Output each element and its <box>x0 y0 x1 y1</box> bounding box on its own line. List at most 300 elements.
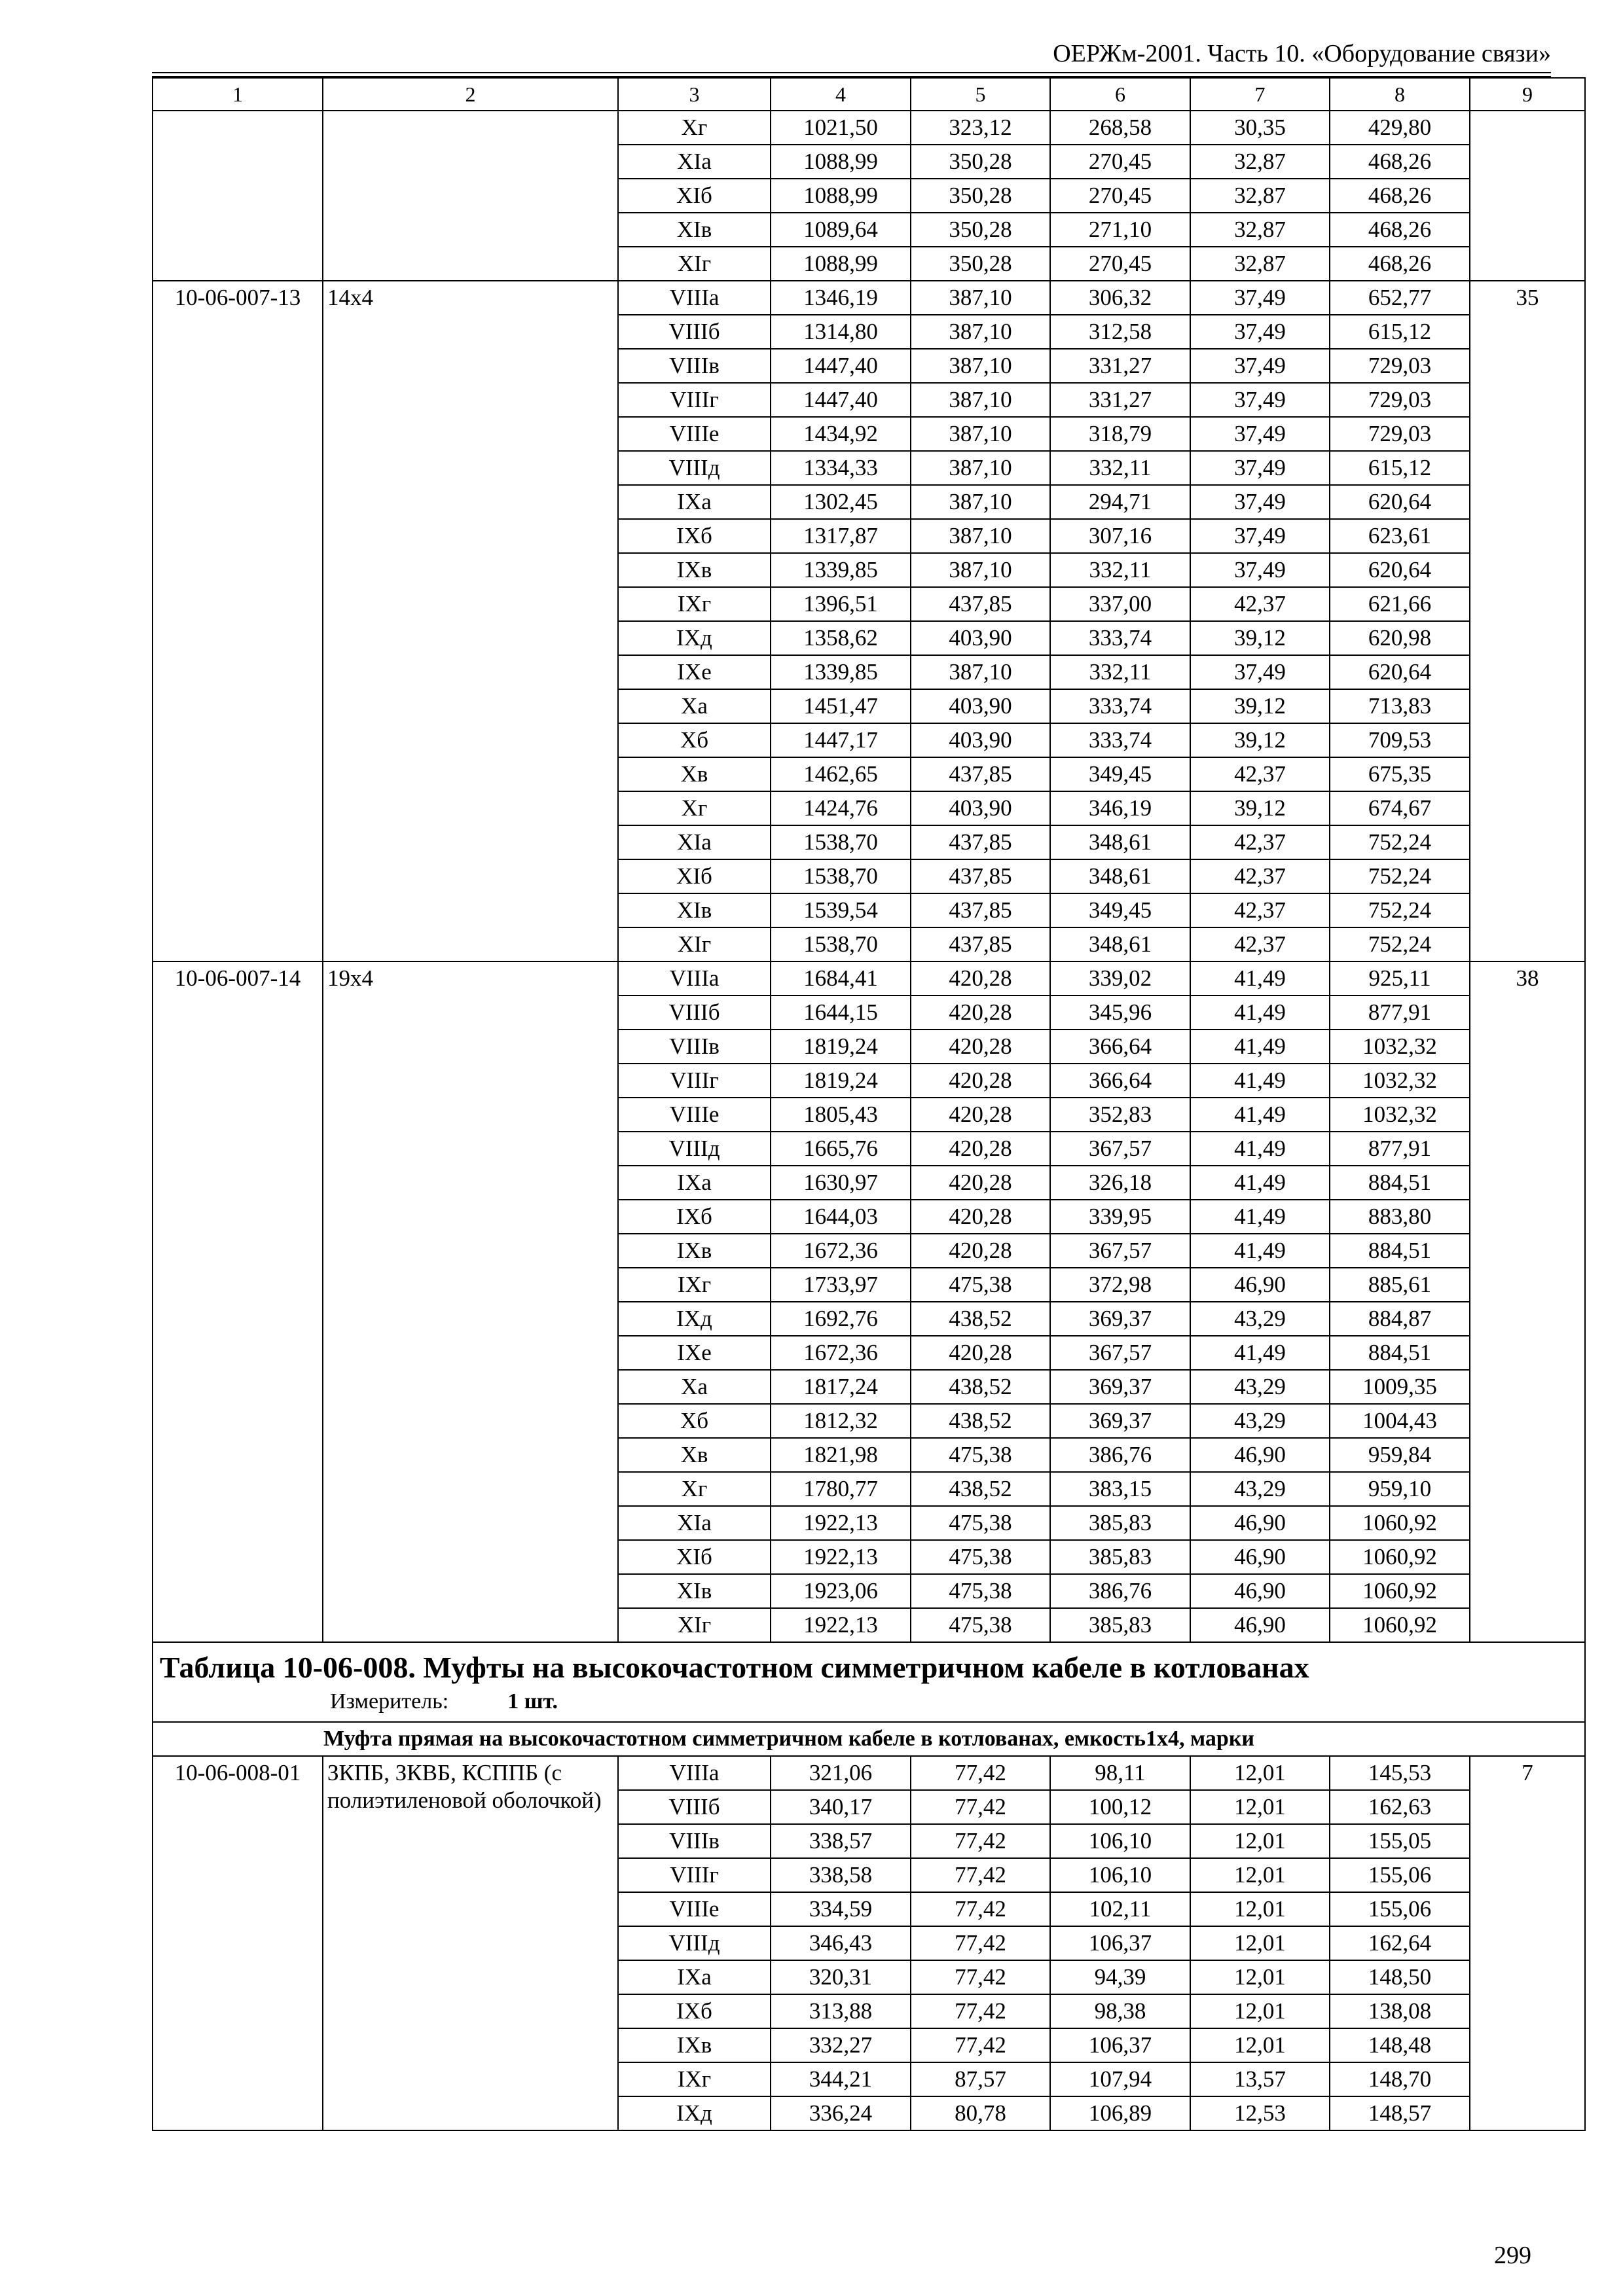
subtitle-row <box>153 1722 1585 1756</box>
value-cell: 468,26 <box>1330 213 1470 247</box>
value-cell: 1447,17 <box>771 723 911 757</box>
value-cell: 877,91 <box>1330 996 1470 1030</box>
value-cell: 12,53 <box>1190 2096 1330 2130</box>
value-cell: 13,57 <box>1190 2062 1330 2096</box>
zone-cell: Xб <box>618 723 771 757</box>
value-cell: 332,11 <box>1050 451 1190 485</box>
value-cell: 350,28 <box>911 247 1050 281</box>
value-cell: 102,11 <box>1050 1892 1190 1926</box>
value-cell: 1923,06 <box>771 1574 911 1608</box>
value-cell: 475,38 <box>911 1268 1050 1302</box>
value-cell: 620,98 <box>1330 621 1470 655</box>
value-cell: 925,11 <box>1330 961 1470 996</box>
table-title-row <box>153 1642 1585 1722</box>
value-cell: 615,12 <box>1330 451 1470 485</box>
table-subtitle: Муфта прямая на высокочастотном симметричном кабеле в котлованах, емкость1х4, марки <box>153 1722 1585 1756</box>
value-cell: 12,01 <box>1190 1756 1330 1790</box>
value-cell: 885,61 <box>1330 1268 1470 1302</box>
value-cell: 369,37 <box>1050 1302 1190 1336</box>
value-cell: 674,67 <box>1330 791 1470 825</box>
value-cell: 77,42 <box>911 1824 1050 1858</box>
rate-name: ЗКПБ, ЗКВБ, КСППБ (с полиэтиленовой оболочкой) <box>323 1756 618 2130</box>
value-cell: 77,42 <box>911 1892 1050 1926</box>
value-cell: 387,10 <box>911 417 1050 451</box>
value-cell: 1733,97 <box>771 1268 911 1302</box>
zone-cell: VIIIв <box>618 349 771 383</box>
unit-label: Измеритель: <box>330 1689 449 1713</box>
value-cell: 1922,13 <box>771 1540 911 1574</box>
value-cell: 387,10 <box>911 315 1050 349</box>
value-cell: 145,53 <box>1330 1756 1470 1790</box>
value-cell: 46,90 <box>1190 1268 1330 1302</box>
value-cell: 32,87 <box>1190 179 1330 213</box>
value-cell: 369,37 <box>1050 1404 1190 1438</box>
value-cell: 41,49 <box>1190 961 1330 996</box>
table-row <box>153 111 1585 145</box>
value-cell: 420,28 <box>911 996 1050 1030</box>
table-title: Таблица 10-06-008. Муфты на высокочастотном симметричном кабеле в котлованах <box>160 1651 1309 1684</box>
value-cell: 77,42 <box>911 1994 1050 2028</box>
value-cell: 77,42 <box>911 1858 1050 1892</box>
value-cell: 1339,85 <box>771 553 911 587</box>
value-cell: 1060,92 <box>1330 1608 1470 1642</box>
value-cell: 87,57 <box>911 2062 1050 2096</box>
value-cell: 41,49 <box>1190 1336 1330 1370</box>
value-cell: 367,57 <box>1050 1336 1190 1370</box>
zone-cell: VIIIе <box>618 1098 771 1132</box>
value-cell: 437,85 <box>911 757 1050 791</box>
value-cell: 387,10 <box>911 553 1050 587</box>
table-row <box>153 1756 1585 1790</box>
zone-cell: VIIIв <box>618 1030 771 1064</box>
value-cell: 1644,03 <box>771 1200 911 1234</box>
value-cell: 42,37 <box>1190 893 1330 927</box>
value-cell: 420,28 <box>911 1166 1050 1200</box>
value-cell: 1672,36 <box>771 1234 911 1268</box>
value-cell: 475,38 <box>911 1438 1050 1472</box>
value-cell: 468,26 <box>1330 145 1470 179</box>
value-cell: 348,61 <box>1050 859 1190 893</box>
value-cell: 884,51 <box>1330 1234 1470 1268</box>
value-cell: 475,38 <box>911 1608 1050 1642</box>
value-cell: 620,64 <box>1330 655 1470 689</box>
value-cell: 387,10 <box>911 655 1050 689</box>
value-cell: 1821,98 <box>771 1438 911 1472</box>
value-cell: 332,27 <box>771 2028 911 2062</box>
value-cell: 270,45 <box>1050 145 1190 179</box>
value-cell: 1060,92 <box>1330 1506 1470 1540</box>
value-cell: 37,49 <box>1190 281 1330 315</box>
value-cell: 333,74 <box>1050 689 1190 723</box>
value-cell: 339,95 <box>1050 1200 1190 1234</box>
zone-cell: VIIIе <box>618 1892 771 1926</box>
value-cell: 438,52 <box>911 1370 1050 1404</box>
value-cell: 1665,76 <box>771 1132 911 1166</box>
value-cell: 1684,41 <box>771 961 911 996</box>
value-cell: 1434,92 <box>771 417 911 451</box>
value-cell: 46,90 <box>1190 1608 1330 1642</box>
value-cell: 352,83 <box>1050 1098 1190 1132</box>
value-cell: 337,00 <box>1050 587 1190 621</box>
value-cell: 623,61 <box>1330 519 1470 553</box>
zone-cell: IXб <box>618 1994 771 2028</box>
zone-cell: XIб <box>618 859 771 893</box>
zone-cell: IXв <box>618 2028 771 2062</box>
value-cell: 1672,36 <box>771 1336 911 1370</box>
value-cell: 331,27 <box>1050 349 1190 383</box>
value-cell: 420,28 <box>911 1200 1050 1234</box>
value-cell: 387,10 <box>911 349 1050 383</box>
zone-cell: IXб <box>618 1200 771 1234</box>
value-cell: 1060,92 <box>1330 1574 1470 1608</box>
zone-cell: VIIIд <box>618 1926 771 1960</box>
unit-value: 1 шт. <box>507 1689 558 1713</box>
value-cell: 43,29 <box>1190 1370 1330 1404</box>
value-cell: 12,01 <box>1190 1790 1330 1824</box>
value-cell: 46,90 <box>1190 1506 1330 1540</box>
rate-code: 10-06-008-01 <box>153 1756 323 2130</box>
value-cell: 420,28 <box>911 1098 1050 1132</box>
value-cell: 438,52 <box>911 1472 1050 1506</box>
value-cell: 1339,85 <box>771 655 911 689</box>
value-cell: 43,29 <box>1190 1302 1330 1336</box>
value-cell: 106,89 <box>1050 2096 1190 2130</box>
value-cell: 1922,13 <box>771 1506 911 1540</box>
page-number: 299 <box>1494 2242 1531 2269</box>
zone-cell: IXв <box>618 553 771 587</box>
value-cell: 438,52 <box>911 1302 1050 1336</box>
value-cell: 475,38 <box>911 1574 1050 1608</box>
value-cell: 1780,77 <box>771 1472 911 1506</box>
value-cell: 100,12 <box>1050 1790 1190 1824</box>
value-cell: 41,49 <box>1190 996 1330 1030</box>
value-cell: 77,42 <box>911 1756 1050 1790</box>
header-rule <box>152 72 1551 73</box>
value-cell: 77,42 <box>911 2028 1050 2062</box>
value-cell: 729,03 <box>1330 349 1470 383</box>
column-number: 8 <box>1330 78 1470 111</box>
value-cell: 620,64 <box>1330 553 1470 587</box>
value-cell: 1805,43 <box>771 1098 911 1132</box>
value-cell: 46,90 <box>1190 1574 1330 1608</box>
value-cell: 709,53 <box>1330 723 1470 757</box>
value-cell: 752,24 <box>1330 859 1470 893</box>
value-cell: 729,03 <box>1330 383 1470 417</box>
value-cell: 1538,70 <box>771 927 911 961</box>
rate-code: 10-06-007-13 <box>153 281 323 961</box>
value-cell: 437,85 <box>911 859 1050 893</box>
value-cell: 675,35 <box>1330 757 1470 791</box>
value-cell: 42,37 <box>1190 587 1330 621</box>
value-cell: 420,28 <box>911 1336 1050 1370</box>
value-cell: 41,49 <box>1190 1098 1330 1132</box>
value-cell: 437,85 <box>911 587 1050 621</box>
value-cell: 332,11 <box>1050 655 1190 689</box>
zone-cell: Xв <box>618 1438 771 1472</box>
value-cell: 1358,62 <box>771 621 911 655</box>
value-cell: 1451,47 <box>771 689 911 723</box>
value-cell: 340,17 <box>771 1790 911 1824</box>
value-cell: 883,80 <box>1330 1200 1470 1234</box>
value-cell: 32,87 <box>1190 145 1330 179</box>
zone-cell: XIв <box>618 893 771 927</box>
value-cell: 884,51 <box>1330 1166 1470 1200</box>
column-number: 6 <box>1050 78 1190 111</box>
zone-cell: XIв <box>618 213 771 247</box>
value-cell: 37,49 <box>1190 349 1330 383</box>
value-cell: 41,49 <box>1190 1132 1330 1166</box>
value-cell: 106,10 <box>1050 1824 1190 1858</box>
value-cell: 387,10 <box>911 383 1050 417</box>
zone-cell: VIIIб <box>618 996 771 1030</box>
value-cell: 333,74 <box>1050 723 1190 757</box>
value-cell: 12,01 <box>1190 1892 1330 1926</box>
value-cell: 615,12 <box>1330 315 1470 349</box>
value-cell: 1812,32 <box>771 1404 911 1438</box>
value-cell: 387,10 <box>911 485 1050 519</box>
zone-cell: XIб <box>618 1540 771 1574</box>
zone-cell: IXа <box>618 1166 771 1200</box>
column-number: 9 <box>1470 78 1585 111</box>
zone-cell: IXд <box>618 2096 771 2130</box>
value-cell: 385,83 <box>1050 1608 1190 1642</box>
value-cell: 348,61 <box>1050 927 1190 961</box>
value-cell: 1004,43 <box>1330 1404 1470 1438</box>
value-cell: 345,96 <box>1050 996 1190 1030</box>
value-cell: 46,90 <box>1190 1540 1330 1574</box>
value-cell: 37,49 <box>1190 553 1330 587</box>
value-cell: 41,49 <box>1190 1064 1330 1098</box>
value-cell: 349,45 <box>1050 757 1190 791</box>
value-cell: 1447,40 <box>771 383 911 417</box>
value-cell: 294,71 <box>1050 485 1190 519</box>
value-cell: 877,91 <box>1330 1132 1470 1166</box>
rate-name <box>323 111 618 281</box>
value-cell: 39,12 <box>1190 689 1330 723</box>
column-number-row <box>153 78 1585 111</box>
value-cell: 420,28 <box>911 1030 1050 1064</box>
value-cell: 333,74 <box>1050 621 1190 655</box>
rate-name: 19х4 <box>323 961 618 1642</box>
value-cell: 1346,19 <box>771 281 911 315</box>
value-cell: 1032,32 <box>1330 1030 1470 1064</box>
value-cell: 729,03 <box>1330 417 1470 451</box>
value-cell: 37,49 <box>1190 451 1330 485</box>
zone-cell: Xг <box>618 1472 771 1506</box>
value-cell: 346,19 <box>1050 791 1190 825</box>
value-cell: 326,18 <box>1050 1166 1190 1200</box>
value-cell: 1539,54 <box>771 893 911 927</box>
rate-code: 10-06-007-14 <box>153 961 323 1642</box>
value-cell: 1819,24 <box>771 1030 911 1064</box>
value-cell: 1032,32 <box>1330 1064 1470 1098</box>
column-number: 3 <box>618 78 771 111</box>
table-row <box>153 961 1585 996</box>
value-cell: 323,12 <box>911 111 1050 145</box>
value-cell: 39,12 <box>1190 791 1330 825</box>
value-cell: 42,37 <box>1190 859 1330 893</box>
column-number: 5 <box>911 78 1050 111</box>
zone-cell: IXг <box>618 2062 771 2096</box>
value-cell: 271,10 <box>1050 213 1190 247</box>
zone-cell: Xб <box>618 1404 771 1438</box>
value-cell: 46,90 <box>1190 1438 1330 1472</box>
value-cell: 884,87 <box>1330 1302 1470 1336</box>
zone-cell: VIIIд <box>618 1132 771 1166</box>
value-cell: 386,76 <box>1050 1574 1190 1608</box>
zone-cell: VIIIд <box>618 451 771 485</box>
value-cell: 1317,87 <box>771 519 911 553</box>
value-cell: 107,94 <box>1050 2062 1190 2096</box>
value-cell: 1009,35 <box>1330 1370 1470 1404</box>
value-cell: 1396,51 <box>771 587 911 621</box>
value-cell: 43,29 <box>1190 1472 1330 1506</box>
zone-cell: Xа <box>618 1370 771 1404</box>
zone-cell: XIа <box>618 1506 771 1540</box>
value-cell: 41,49 <box>1190 1030 1330 1064</box>
value-cell: 334,59 <box>771 1892 911 1926</box>
value-cell: 332,11 <box>1050 553 1190 587</box>
value-cell: 98,11 <box>1050 1756 1190 1790</box>
unit-line <box>160 1687 1578 1716</box>
zone-cell: XIб <box>618 179 771 213</box>
value-cell: 468,26 <box>1330 179 1470 213</box>
value-cell: 313,88 <box>771 1994 911 2028</box>
zone-cell: IXд <box>618 1302 771 1336</box>
value-cell: 367,57 <box>1050 1132 1190 1166</box>
value-cell: 1334,33 <box>771 451 911 485</box>
value-cell: 349,45 <box>1050 893 1190 927</box>
value-cell: 1462,65 <box>771 757 911 791</box>
value-cell: 148,50 <box>1330 1960 1470 1994</box>
value-cell: 420,28 <box>911 1234 1050 1268</box>
labor-cell: 7 <box>1470 1756 1585 2130</box>
value-cell: 1922,13 <box>771 1608 911 1642</box>
zone-cell: VIIIб <box>618 315 771 349</box>
value-cell: 1089,64 <box>771 213 911 247</box>
value-cell: 94,39 <box>1050 1960 1190 1994</box>
zone-cell: IXе <box>618 655 771 689</box>
value-cell: 403,90 <box>911 791 1050 825</box>
value-cell: 1447,40 <box>771 349 911 383</box>
value-cell: 318,79 <box>1050 417 1190 451</box>
value-cell: 162,63 <box>1330 1790 1470 1824</box>
zone-cell: VIIIа <box>618 281 771 315</box>
zone-cell: XIг <box>618 1608 771 1642</box>
value-cell: 387,10 <box>911 519 1050 553</box>
value-cell: 348,61 <box>1050 825 1190 859</box>
value-cell: 106,10 <box>1050 1858 1190 1892</box>
value-cell: 429,80 <box>1330 111 1470 145</box>
value-cell: 32,87 <box>1190 247 1330 281</box>
value-cell: 350,28 <box>911 179 1050 213</box>
value-cell: 320,31 <box>771 1960 911 1994</box>
zone-cell: XIа <box>618 145 771 179</box>
value-cell: 366,64 <box>1050 1064 1190 1098</box>
value-cell: 37,49 <box>1190 519 1330 553</box>
rate-code <box>153 111 323 281</box>
value-cell: 403,90 <box>911 723 1050 757</box>
labor-cell <box>1470 111 1585 281</box>
value-cell: 12,01 <box>1190 1994 1330 2028</box>
value-cell: 437,85 <box>911 825 1050 859</box>
value-cell: 12,01 <box>1190 1926 1330 1960</box>
zone-cell: Xг <box>618 111 771 145</box>
value-cell: 162,64 <box>1330 1926 1470 1960</box>
zone-cell: IXг <box>618 1268 771 1302</box>
value-cell: 98,38 <box>1050 1994 1190 2028</box>
column-number: 1 <box>153 78 323 111</box>
labor-cell: 35 <box>1470 281 1585 961</box>
zone-cell: VIIIв <box>618 1824 771 1858</box>
value-cell: 1817,24 <box>771 1370 911 1404</box>
value-cell: 1538,70 <box>771 825 911 859</box>
zone-cell: Xа <box>618 689 771 723</box>
zone-cell: VIIIг <box>618 1064 771 1098</box>
value-cell: 37,49 <box>1190 417 1330 451</box>
value-cell: 884,51 <box>1330 1336 1470 1370</box>
zone-cell: Xв <box>618 757 771 791</box>
value-cell: 77,42 <box>911 1960 1050 1994</box>
value-cell: 1088,99 <box>771 145 911 179</box>
value-cell: 77,42 <box>911 1790 1050 1824</box>
labor-cell: 38 <box>1470 961 1585 1642</box>
value-cell: 385,83 <box>1050 1540 1190 1574</box>
value-cell: 155,05 <box>1330 1824 1470 1858</box>
zone-cell: XIг <box>618 927 771 961</box>
value-cell: 372,98 <box>1050 1268 1190 1302</box>
value-cell: 42,37 <box>1190 757 1330 791</box>
value-cell: 959,84 <box>1330 1438 1470 1472</box>
value-cell: 475,38 <box>911 1506 1050 1540</box>
value-cell: 312,58 <box>1050 315 1190 349</box>
value-cell: 32,87 <box>1190 213 1330 247</box>
value-cell: 39,12 <box>1190 723 1330 757</box>
value-cell: 43,29 <box>1190 1404 1330 1438</box>
value-cell: 80,78 <box>911 2096 1050 2130</box>
value-cell: 39,12 <box>1190 621 1330 655</box>
value-cell: 344,21 <box>771 2062 911 2096</box>
value-cell: 42,37 <box>1190 927 1330 961</box>
value-cell: 386,76 <box>1050 1438 1190 1472</box>
value-cell: 713,83 <box>1330 689 1470 723</box>
zone-cell: VIIIа <box>618 961 771 996</box>
value-cell: 1060,92 <box>1330 1540 1470 1574</box>
value-cell: 106,37 <box>1050 1926 1190 1960</box>
zone-cell: IXб <box>618 519 771 553</box>
zone-cell: IXе <box>618 1336 771 1370</box>
value-cell: 959,10 <box>1330 1472 1470 1506</box>
zone-cell: IXд <box>618 621 771 655</box>
value-cell: 752,24 <box>1330 927 1470 961</box>
value-cell: 77,42 <box>911 1926 1050 1960</box>
value-cell: 1692,76 <box>771 1302 911 1336</box>
value-cell: 621,66 <box>1330 587 1470 621</box>
table-title-block <box>153 1642 1585 1722</box>
value-cell: 339,02 <box>1050 961 1190 996</box>
value-cell: 41,49 <box>1190 1166 1330 1200</box>
column-number: 7 <box>1190 78 1330 111</box>
value-cell: 41,49 <box>1190 1234 1330 1268</box>
zone-cell: XIв <box>618 1574 771 1608</box>
value-cell: 307,16 <box>1050 519 1190 553</box>
value-cell: 350,28 <box>911 145 1050 179</box>
table-row <box>153 281 1585 315</box>
value-cell: 336,24 <box>771 2096 911 2130</box>
value-cell: 350,28 <box>911 213 1050 247</box>
value-cell: 321,06 <box>771 1756 911 1790</box>
rates-table <box>152 77 1586 2131</box>
